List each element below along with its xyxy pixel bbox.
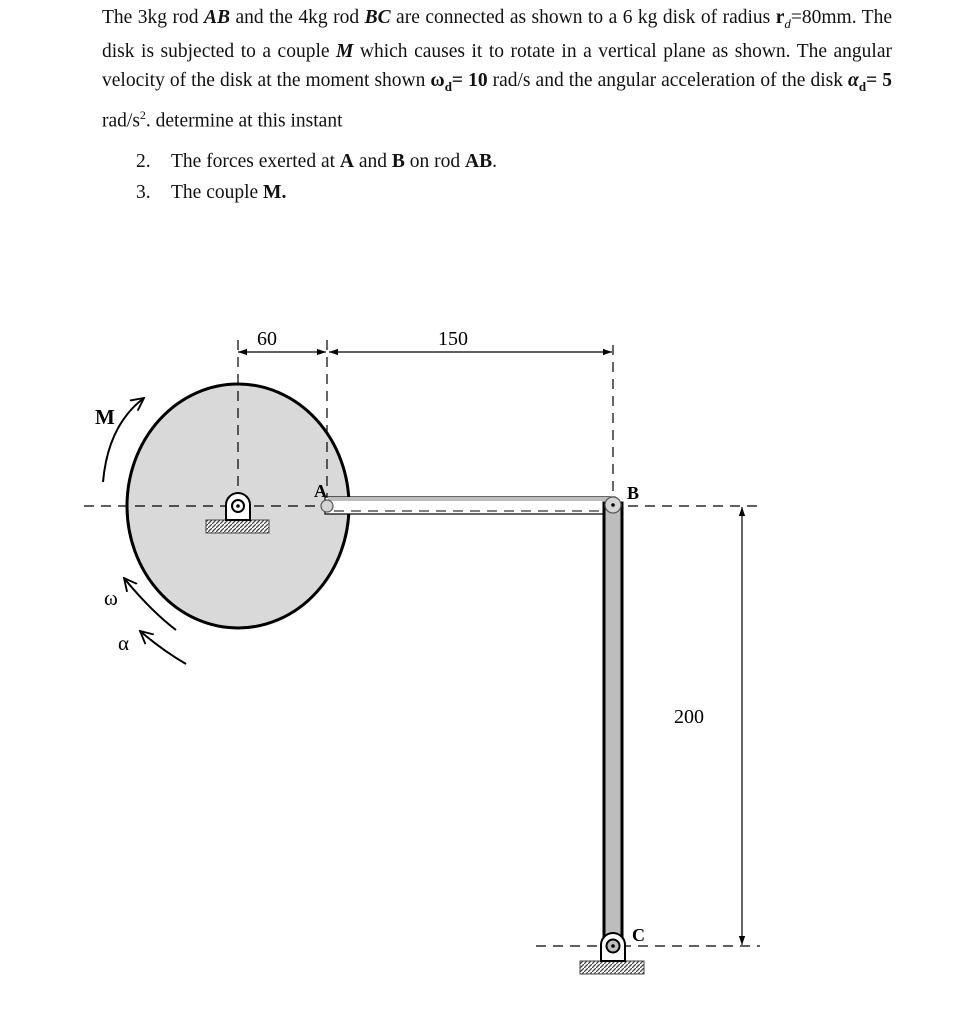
- question-text: The forces exerted at: [171, 151, 340, 172]
- radius-subscript: d: [784, 15, 791, 31]
- couple-m-label: M: [95, 405, 115, 429]
- alpha-subscript: d: [858, 78, 867, 94]
- pin-a: [321, 500, 333, 512]
- pin-c-dot: [611, 944, 615, 948]
- problem-text: =80mm. The disk is subjected to a couple: [102, 7, 893, 63]
- dimension-label-200: 200: [674, 706, 704, 728]
- alpha-value: = 5: [866, 69, 892, 91]
- point-b-label: B: [627, 483, 640, 503]
- couple-symbol: M: [336, 41, 354, 63]
- pin-b-dot: [611, 503, 615, 507]
- disk-center-dot: [236, 504, 240, 508]
- question-text: .: [492, 151, 498, 172]
- couple-symbol: M.: [263, 182, 287, 203]
- problem-text: and the 4kg rod: [229, 7, 365, 28]
- problem-text: which causes it to rotate in a vertical plane as shown. The angular velocity of the disk at the moment shown: [102, 41, 892, 91]
- question-text: on rod: [404, 151, 466, 172]
- question-text: The couple: [171, 182, 264, 203]
- omega-value: = 10: [451, 69, 488, 91]
- omega-symbol: ω: [430, 69, 445, 91]
- question-text: and: [354, 151, 392, 172]
- rod-ab-symbol: AB: [203, 7, 230, 28]
- omega-subscript: d: [444, 78, 452, 94]
- problem-text: are connected as shown to a 6 kg disk of radius: [390, 7, 776, 28]
- disk-support-ground: [206, 520, 269, 533]
- rod-bc-symbol: BC: [364, 7, 391, 28]
- rod-bc: [604, 503, 622, 945]
- problem-text: rad/s: [102, 110, 140, 132]
- point-b-symbol: B: [391, 151, 405, 172]
- radius-symbol: r: [775, 7, 785, 28]
- problem-text: rad/s and the angular acceleration of the disk: [487, 69, 849, 91]
- question-number: 2.: [136, 151, 151, 172]
- rod-ab-symbol: AB: [465, 151, 493, 172]
- point-a-label: A: [314, 481, 327, 501]
- dimension-label-60: 60: [257, 328, 277, 350]
- c-support-ground: [580, 961, 644, 974]
- superscript: 2: [139, 108, 146, 123]
- omega-label: ω: [104, 586, 118, 610]
- dimension-label-150: 150: [438, 328, 468, 350]
- point-c-label: C: [632, 925, 645, 945]
- problem-text: . determine at this instant: [145, 110, 343, 132]
- point-a-symbol: A: [339, 151, 354, 172]
- alpha-arrow: [140, 631, 186, 664]
- problem-text: The 3kg rod: [102, 7, 204, 28]
- alpha-symbol: α: [848, 69, 859, 91]
- alpha-label: α: [118, 631, 130, 655]
- question-number: 3.: [136, 182, 151, 203]
